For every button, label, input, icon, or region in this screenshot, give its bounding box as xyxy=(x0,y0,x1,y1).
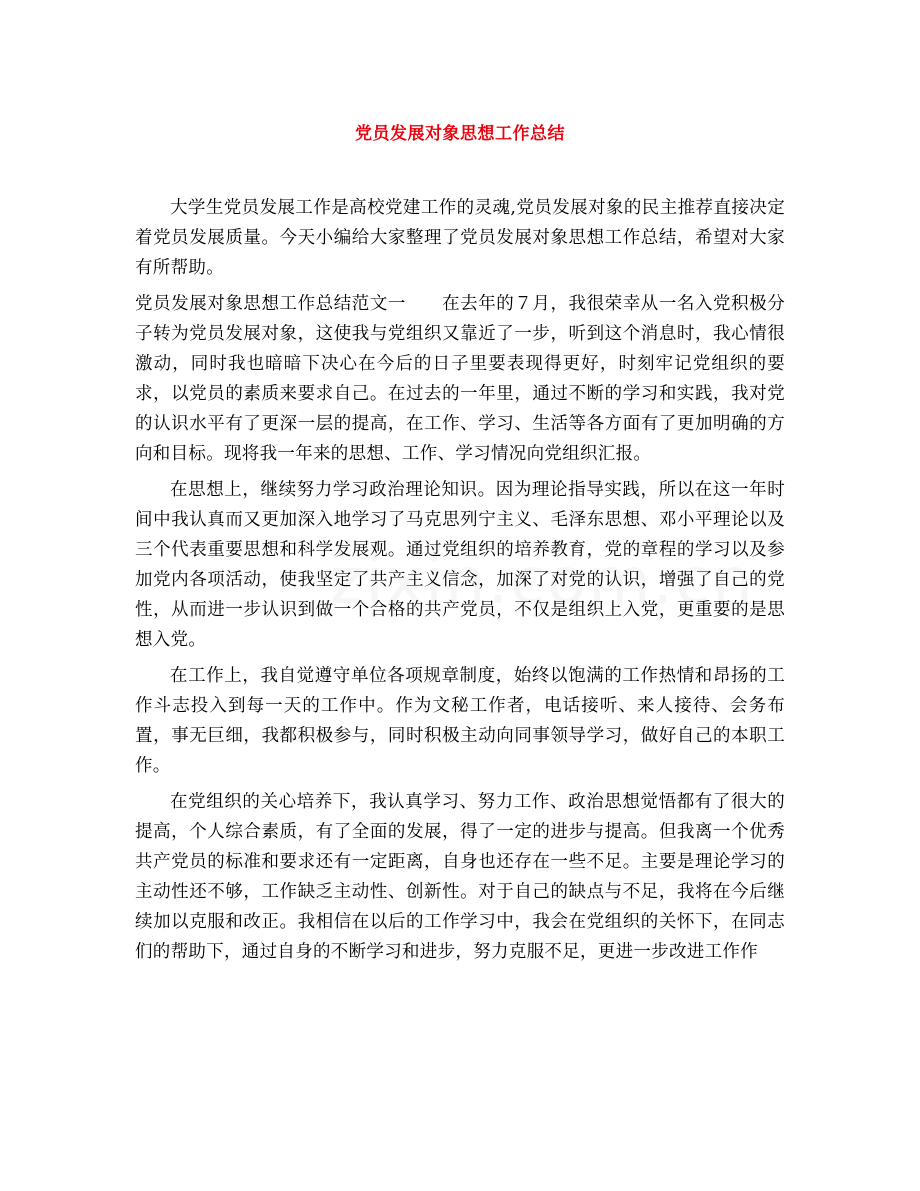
document-title: 党员发展对象思想工作总结 xyxy=(355,124,565,144)
intro-paragraph: 大学生党员发展工作是高校党建工作的灵魂,党员发展对象的民主推荐直接决定着党员发展质量。今天小编给大家整理了党员发展对象思想工作总结，希望对大家有所帮助。 xyxy=(135,198,785,278)
document-body xyxy=(135,193,785,973)
sample-one-paragraph: 党员发展对象思想工作总结范文一 在去年的７月，我很荣幸从一名入党积极分子转为党员发展对象，这使我与党组织又靠近了一步，听到这个消息时，我心情很激动，同时我也暗暗下决心在今后的日子里要表现得更好，时刻牢记党组织的要求，以党员的素质来要求自己。在过去的一年里，通过不断的学习和实践，我对党的认识水平有了更深一层的提高，在工作、学习、生活等各方面有了更加明确的方向和目标。现将我一年来的思想、工作、学习情况向党组织汇报。 xyxy=(135,294,785,464)
thought-paragraph: 在思想上，继续努力学习政治理论知识。因为理论指导实践，所以在这一年时间中我认真而又更加深入地学习了马克思列宁主义、毛泽东思想、邓小平理论以及三个代表重要思想和科学发展观。通过党组织的培养教育，党的章程的学习以及参加党内各项活动，使我坚定了共产主义信念，加深了对党的认识，增强了自己的党性，从而进一步认识到做一个合格的共产党员，不仅是组织上入党，更重要的是思想入党。 xyxy=(135,480,785,650)
summary-paragraph: 在党组织的关心培养下，我认真学习、努力工作、政治思想觉悟都有了很大的提高，个人综合素质，有了全面的发展，得了一定的进步与提高。但我离一个优秀共产党员的标准和要求还有一定距离，自身也还存在一些不足。主要是理论学习的主动性还不够，工作缺乏主动性、创新性。对于自己的缺点与不足，我将在今后继续加以克服和改正。我相信在以后的工作学习中，我会在党组织的关怀下，在同志们的帮助下，通过自身的不断学习和进步，努力克服不足，更进一步改进工作作 xyxy=(135,792,785,962)
work-paragraph: 在工作上，我自觉遵守单位各项规章制度，始终以饱满的工作热情和昂扬的工作斗志投入到每一天的工作中。作为文秘工作者，电话接听、来人接待、会务布置，事无巨细，我都积极参与，同时积极主动向同事领导学习，做好自己的本职工作。 xyxy=(135,666,785,776)
